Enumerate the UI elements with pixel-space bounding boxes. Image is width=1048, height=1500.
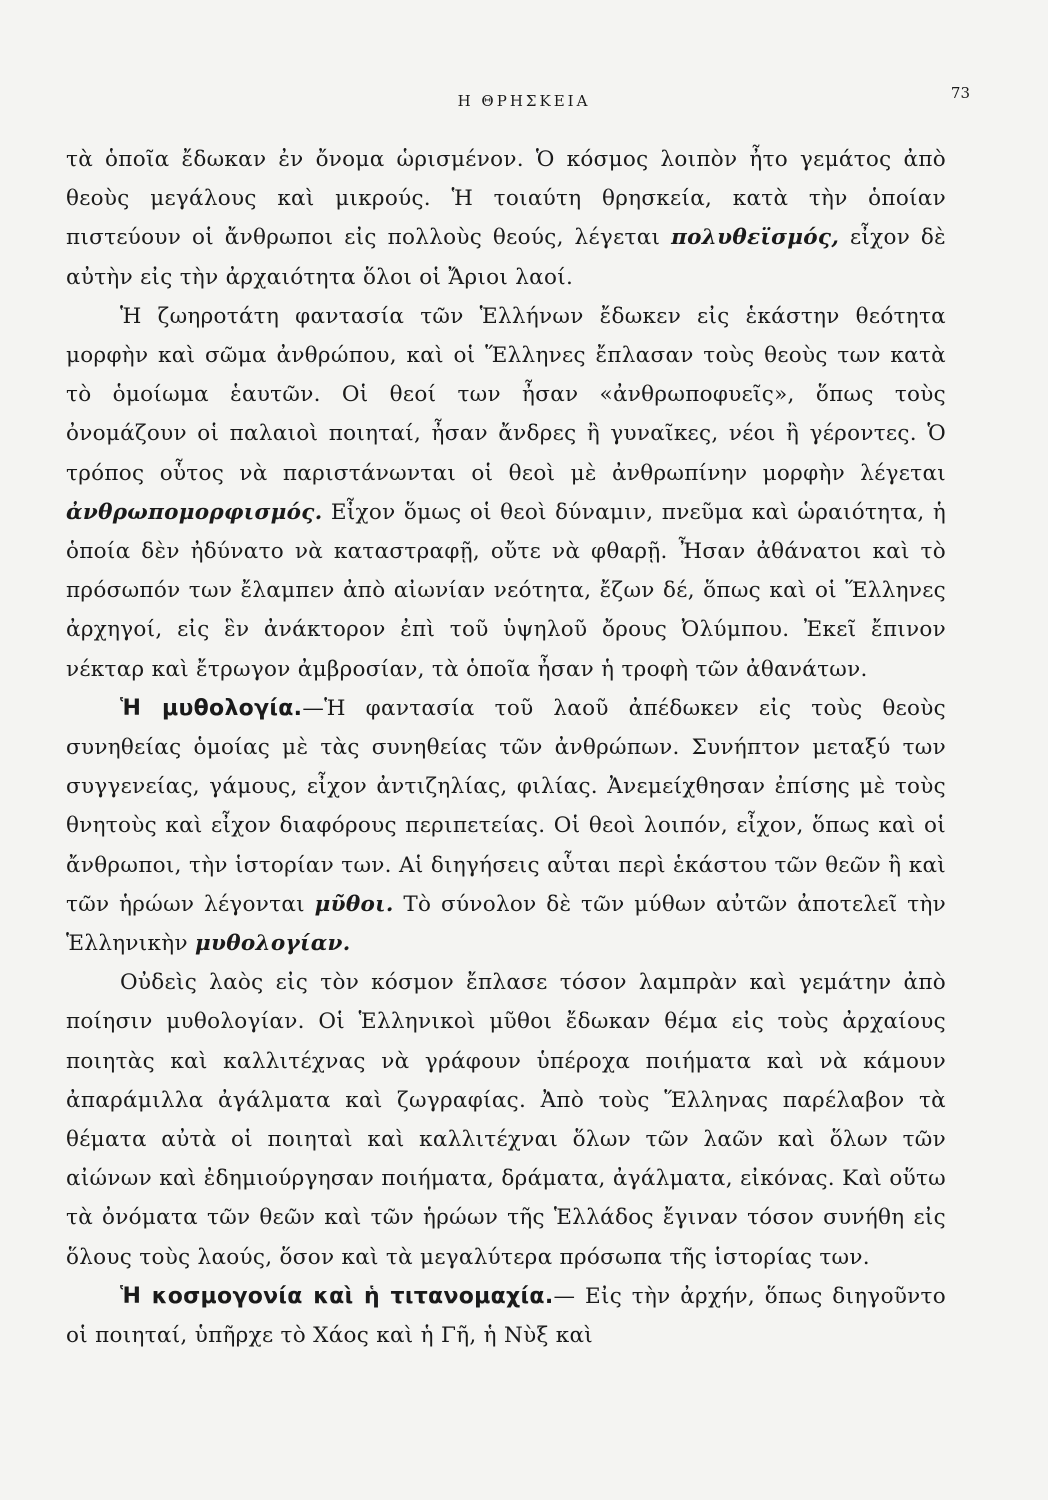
paragraph-cosmogony [66,1277,946,1355]
term-polytheism: πολυθεϊσμός, [671,225,840,251]
running-title: Η ΘΡΗΣΚΕΙΑ [457,92,591,110]
paragraph-anthropomorphism [66,297,946,689]
text-run: Οὐδεὶς λαὸς εἰς τὸν κόσμον ἔπλασε τόσον λαμπρὰν καὶ γεμάτην ἀπὸ ποίησιν μυθολογίαν. Οἱ Ἑλληνικοὶ μῦθοι ἔδωκαν θέμα εἰς τοὺς ἀρχαίους ποιητὰς καὶ καλλιτέχνας νὰ γράφουν ὑπέροχα ποιήματα καὶ νὰ κάμουν ἀπαράμιλλα ἀγάλματα καὶ ζωγραφίας. Ἀπὸ τοὺς Ἕλληνας παρέλαβον τὰ θέματα αὐτὰ οἱ ποιηταὶ καὶ καλλιτέχναι ὅλων τῶν λαῶν καὶ ὅλων τῶν αἰώνων καὶ ἐδημιούργησαν ποιήματα, δράματα, ἀγάλματα, εἰκόνας. Καὶ οὕτω τὰ ὀνόματα τῶν θεῶν καὶ τῶν ἡρώων τῆς Ἑλλάδος ἔγιναν τόσον συνήθη εἰς ὅλους τοὺς λαούς, ὅσον καὶ τὰ μεγαλύτερα πρόσωπα τῆς ἱστορίας των. [66,970,946,1270]
section-heading-cosmogony: Ἡ κοσμογονία καὶ ἡ τιτανομαχία. [120,1283,554,1309]
page-number: 73 [950,84,970,102]
section-heading-mythology: Ἡ μυθολογία. [120,695,303,721]
term-mythology: μυθολογίαν. [194,931,351,957]
paragraph-polytheism [66,140,946,297]
paragraph-mythology [66,689,946,963]
term-myths: μῦθοι. [314,891,394,917]
body-text [66,140,946,1355]
text-run: —Ἡ φαντασία τοῦ λαοῦ ἀπέδωκεν εἰς τοὺς θεοὺς συνηθείας ὁμοίας μὲ τὰς συνηθείας τῶν ἀνθρώπων. Συνήπτον μεταξύ των συγγενείας, γάμους, εἶχον ἀντιζηλίας, φιλίας. Ἀνεμείχθησαν ἐπίσης μὲ τοὺς θνητοὺς καὶ εἶχον διαφόρους περιπετείας. Οἱ θεοὶ λοιπόν, εἶχον, ὅπως καὶ οἱ ἄνθρωποι, τὴν ἱστορίαν των. Αἱ διηγήσεις αὗται περὶ ἑκάστου τῶν θεῶν ἢ καὶ τῶν ἡρώων λέγονται [66,695,946,917]
text-run: Ἡ ζωηροτάτη φαντασία τῶν Ἑλλήνων ἔδωκεν εἰς ἑκάστην θεότητα μορφὴν καὶ σῶμα ἀνθρώπου, καὶ οἱ Ἕλληνες ἔπλασαν τοὺς θεοὺς των κατὰ τὸ ὁμοίωμα ἑαυτῶν. Οἱ θεοί των ἦσαν «ἀνθρωποφυεῖς», ὅπως τοὺς ὀνομάζουν οἱ παλαιοὶ ποιηταί, ἦσαν ἄνδρες ἢ γυναῖκες, νέοι ἢ γέροντες. Ὁ τρόπος οὗτος νὰ παριστάνωνται οἱ θεοὶ μὲ ἀνθρωπίνην μορφὴν λέγεται [66,303,946,486]
text-run: — Εἰς τὴν ἀρχήν, ὅπως διηγοῦντο οἱ ποιηταί, ὑπῆρχε τὸ Χάος καὶ ἡ Γῆ, ἡ Νὺξ καὶ [66,1283,946,1349]
text-run: Τὸ σύνολον δὲ τῶν μύθων αὐτῶν ἀποτελεῖ τὴν Ἑλληνικὴν [66,891,947,957]
text-run: εἶχον δὲ αὐτὴν εἰς τὴν ἀρχαιότητα ὅλοι οἱ Ἄριοι λαοί. [66,225,946,290]
text-run: τὰ ὁποῖα ἔδωκαν ἐν ὄνομα ὡρισμένον. Ὁ κόσμος λοιπὸν ἦτο γεμάτος ἀπὸ θεοὺς μεγάλους καὶ μικρούς. Ἡ τοιαύτη θρησκεία, κατὰ τὴν ὁποίαν πιστεύουν οἱ ἄνθρωποι εἰς πολλοὺς θεούς, λέγεται [66,147,946,251]
paragraph-influence [66,963,946,1277]
term-anthropomorphism: ἀνθρωπομορφισμός. [66,499,323,525]
text-run: Εἶχον ὅμως οἱ θεοὶ δύναμιν, πνεῦμα καὶ ὡραιότητα, ἡ ὁποία δὲν ἠδύνατο νὰ καταστραφῇ, οὔτε νὰ φθαρῇ. Ἦσαν ἀθάνατοι καὶ τὸ πρόσωπόν των ἔλαμπεν ἀπὸ αἰωνίαν νεότητα, ἔζων δέ, ὅπως καὶ οἱ Ἕλληνες ἀρχηγοί, εἰς ἓν ἀνάκτορον ἐπὶ τοῦ ὑψηλοῦ ὄρους Ὀλύμπου. Ἐκεῖ ἔπινον νέκταρ καὶ ἔτρωγον ἀμβροσίαν, τὰ ὁποῖα ἦσαν ἡ τροφὴ τῶν ἀθανάτων. [66,499,946,682]
